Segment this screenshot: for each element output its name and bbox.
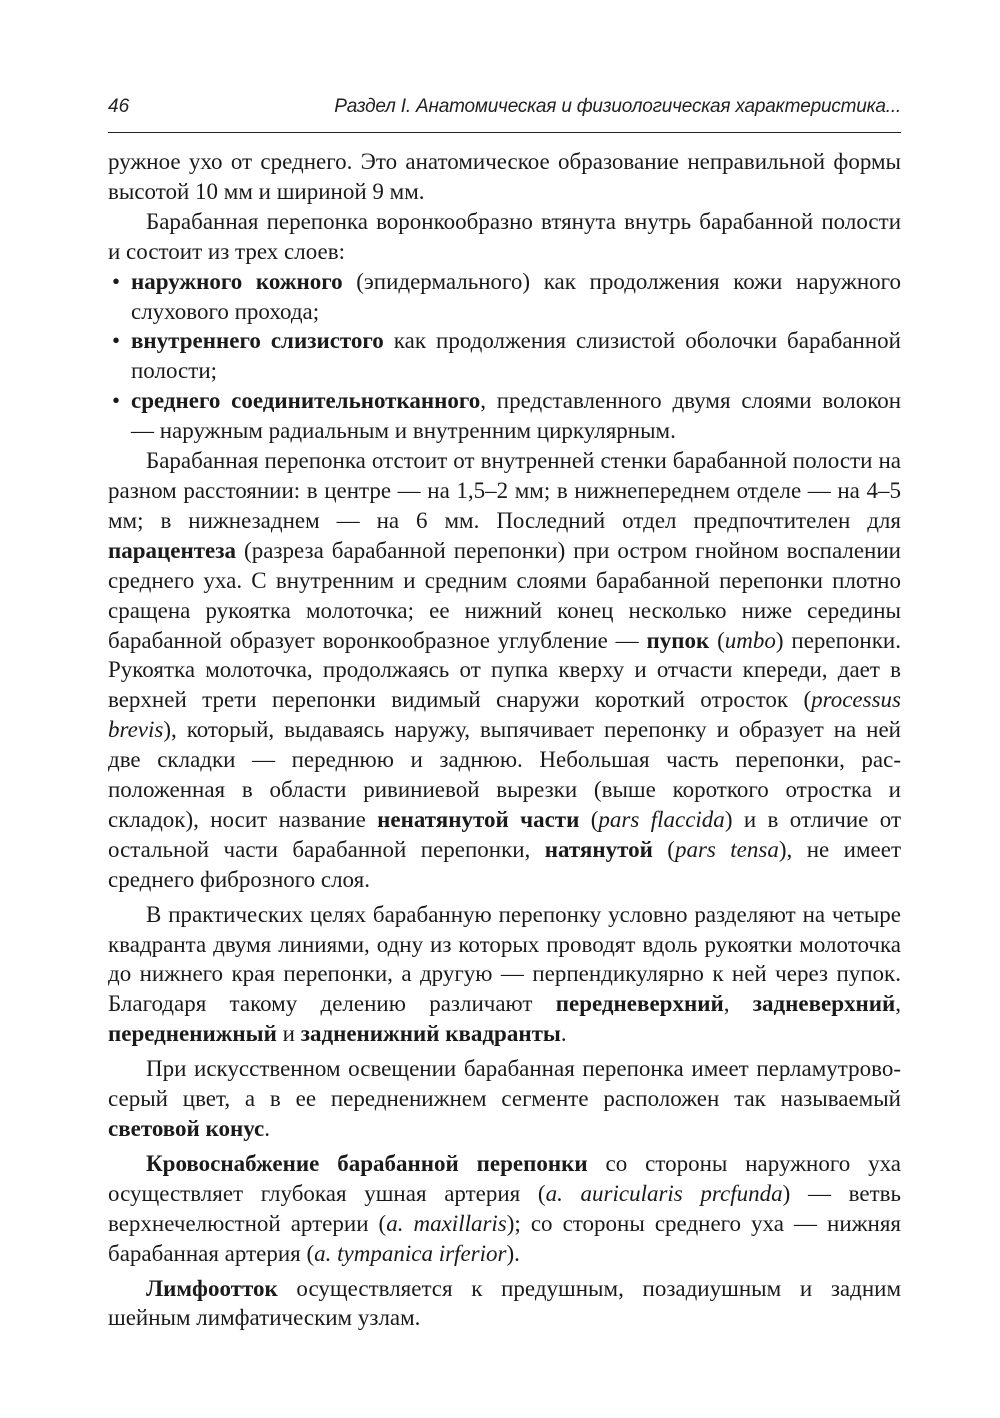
term-bold: Лимфоотток: [146, 1275, 278, 1301]
latin-term: umbo: [724, 627, 776, 653]
text-run: Барабанная перепонка отстоит от внутренней стенки барабанной полости на разном расстоянии: в центре — на 1,5–2 мм; в нижнепереднем отделе — на 4–5 мм; в нижнезаднем — на 6 мм. Последний отдел предпочтителен для: [108, 448, 901, 533]
text-run: ) — ветвь верхнечелюстной артерии (: [108, 1180, 901, 1236]
list-item: [108, 326, 901, 386]
text-run: (разреза барабанной перепонки) при остром гнойном воспалении среднего уха. С внутренним и средним слоями барабанной перепонки плотно сращена рукоятка молоточка; ее нижний конец несколько ниже середины барабанной образует воронкообразное углубление —: [108, 537, 901, 653]
text-run: ); со стороны среднего уха — нижняя барабанная артерия (: [108, 1210, 901, 1266]
text-run: (: [709, 627, 725, 653]
list-item: [108, 386, 901, 446]
term-bold: среднего соединительнотканного: [131, 388, 481, 414]
text-run: ).: [506, 1240, 520, 1266]
text-run: осуществляется к предушным, позадиушным и задним шейным лимфатическим узлам.: [108, 1275, 901, 1331]
term-bold: передненижный: [108, 1021, 277, 1047]
latin-term: processus brevis: [108, 687, 901, 743]
text-run: ) и в отличие от остальной части барабанной перепонки,: [108, 806, 901, 862]
term-bold: передневерхний: [555, 991, 724, 1017]
term-bold: натянутой: [544, 836, 653, 862]
paragraph-5: [108, 1054, 901, 1144]
layer-list: [108, 267, 901, 446]
term-bold: внутреннего слизистого: [131, 328, 384, 354]
text-run: .: [560, 1021, 567, 1047]
paragraph-1: ружное ухо от среднего. Это анатомическое образование неправильной формы высотой 10 мм и шириной 9 мм.: [108, 149, 901, 204]
paragraph-2: Барабанная перепонка воронкообразно втянута внутрь барабанной полости и состоит из трех слоев:: [108, 208, 901, 264]
text-run: ), который, выдаваясь наружу, выпячивает перепонку и образует на ней две складки — переднюю и заднюю. Небольшая часть перепонки, расположенная в области ривиниевой вырезки (выше короткого отростка и складок), носит название: [108, 717, 901, 832]
list-text: , представленного двумя слоями волокон — наружным радиальным и внутренним циркулярным.: [131, 388, 902, 444]
term-bold: наружного кожного: [131, 268, 343, 294]
text-run: ) перепонки. Рукоятка молоточка, продолжаясь от пупка кверху и отчасти кпереди, дает в верхней трети перепонки видимый снаружи короткий отросток (: [108, 627, 901, 713]
text-run: со стороны наружного уха осуществляет глубокая ушная артерия (: [108, 1150, 901, 1206]
list-text: (эпидермального) как продолжения кожи наружного слухового прохода;: [131, 268, 901, 324]
term-bold: парацентеза: [108, 537, 237, 563]
latin-term: pars tensa: [674, 836, 779, 862]
latin-term: a. auricularis prcfunda: [545, 1180, 783, 1206]
list-text: как продолжения слизистой оболочки барабанной полости;: [131, 328, 901, 384]
text-run: .: [264, 1116, 270, 1141]
text-run: и: [276, 1021, 301, 1047]
body-text: [108, 147, 901, 1333]
paragraph-7: [108, 1274, 901, 1334]
running-title: Раздел I. Анатомическая и физиологическая характеристика...: [334, 96, 901, 117]
latin-term: a. maxillaris: [386, 1210, 507, 1236]
text-run: (: [652, 836, 675, 862]
text-run: (: [579, 806, 599, 832]
latin-term: a. tympanica irferior: [314, 1240, 507, 1266]
text-run: ,: [895, 991, 902, 1017]
page-number: 46: [108, 96, 130, 117]
paragraph-6: [108, 1149, 901, 1269]
latin-term: pars flaccida: [598, 806, 725, 832]
paragraph-3: [108, 446, 901, 895]
text-run: В практических целях барабанную перепонку условно разделяют на четыре квадранта двумя линиями, одну из которых проводят вдоль рукоятки молоточка до нижнего края перепонки, а другую — перпендикулярно к ней через пупок. Благодаря такому делению различают: [108, 901, 901, 1017]
text-run: ,: [723, 991, 753, 1017]
term-bold: пупок: [646, 627, 710, 653]
term-bold: задненижний квадранты: [300, 1021, 561, 1047]
paragraph-4: [108, 900, 901, 1050]
running-header: [108, 92, 901, 133]
text-run: При искусственном освещении барабанная перепонка имеет перламутрово-серый цвет, а в ее передненижнем сегменте расположен так называемый: [108, 1056, 901, 1112]
term-bold: задневерхний: [752, 991, 896, 1017]
list-item: [108, 267, 901, 327]
text-run: ), не имеет среднего фиброзного слоя.: [108, 836, 901, 892]
term-bold: ненатянутой части: [377, 806, 580, 832]
term-bold: Кровоснабжение барабанной перепонки: [146, 1150, 588, 1176]
term-bold: световой конус: [108, 1116, 265, 1141]
